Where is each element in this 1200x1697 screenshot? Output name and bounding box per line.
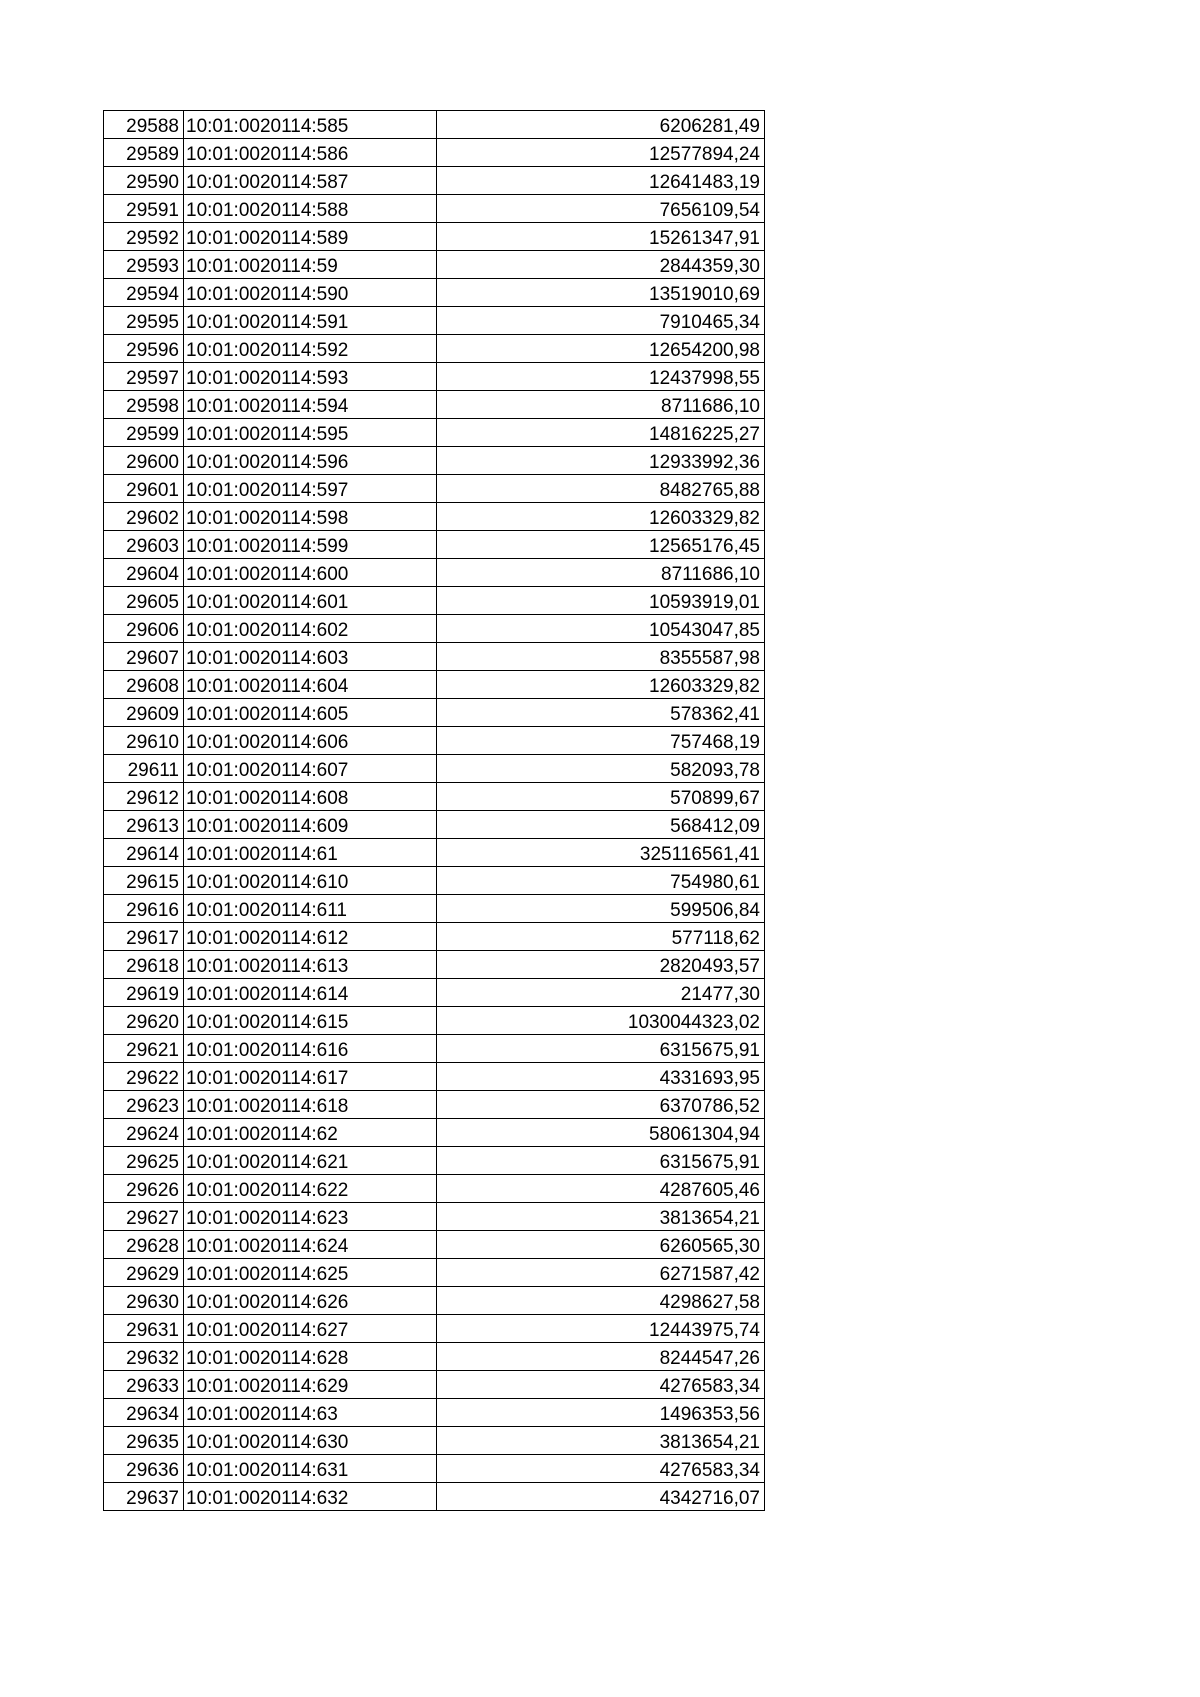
cadastral-number-cell: 10:01:0020114:625 [184, 1259, 437, 1287]
value-cell: 12654200,98 [437, 335, 765, 363]
cadastral-number-cell: 10:01:0020114:598 [184, 503, 437, 531]
table-row [104, 1315, 765, 1343]
table-row [104, 587, 765, 615]
row-number-cell: 29599 [104, 419, 184, 447]
value-cell: 4276583,34 [437, 1455, 765, 1483]
row-number-cell: 29595 [104, 307, 184, 335]
value-cell: 4331693,95 [437, 1063, 765, 1091]
value-cell: 8244547,26 [437, 1343, 765, 1371]
cadastral-number-cell: 10:01:0020114:607 [184, 755, 437, 783]
table-row [104, 111, 765, 139]
cadastral-number-cell: 10:01:0020114:589 [184, 223, 437, 251]
table-row [104, 699, 765, 727]
row-number-cell: 29637 [104, 1483, 184, 1511]
cadastral-number-cell: 10:01:0020114:624 [184, 1231, 437, 1259]
cadastral-number-cell: 10:01:0020114:617 [184, 1063, 437, 1091]
cadastral-number-cell: 10:01:0020114:629 [184, 1371, 437, 1399]
row-number-cell: 29624 [104, 1119, 184, 1147]
value-cell: 6260565,30 [437, 1231, 765, 1259]
value-cell: 8711686,10 [437, 559, 765, 587]
table-row [104, 503, 765, 531]
cadastral-value-table [103, 110, 765, 1511]
value-cell: 577118,62 [437, 923, 765, 951]
row-number-cell: 29594 [104, 279, 184, 307]
value-cell: 582093,78 [437, 755, 765, 783]
cadastral-number-cell: 10:01:0020114:611 [184, 895, 437, 923]
cadastral-number-cell: 10:01:0020114:595 [184, 419, 437, 447]
value-cell: 7656109,54 [437, 195, 765, 223]
row-number-cell: 29627 [104, 1203, 184, 1231]
table-row [104, 615, 765, 643]
row-number-cell: 29623 [104, 1091, 184, 1119]
cadastral-number-cell: 10:01:0020114:592 [184, 335, 437, 363]
table-row [104, 307, 765, 335]
value-cell: 7910465,34 [437, 307, 765, 335]
value-cell: 599506,84 [437, 895, 765, 923]
table-row [104, 923, 765, 951]
table-row [104, 1427, 765, 1455]
cadastral-number-cell: 10:01:0020114:588 [184, 195, 437, 223]
table-body [104, 111, 765, 1511]
row-number-cell: 29606 [104, 615, 184, 643]
cadastral-number-cell: 10:01:0020114:626 [184, 1287, 437, 1315]
row-number-cell: 29636 [104, 1455, 184, 1483]
value-cell: 1030044323,02 [437, 1007, 765, 1035]
table-row [104, 951, 765, 979]
table-row [104, 419, 765, 447]
value-cell: 1496353,56 [437, 1399, 765, 1427]
cadastral-number-cell: 10:01:0020114:609 [184, 811, 437, 839]
row-number-cell: 29598 [104, 391, 184, 419]
cadastral-number-cell: 10:01:0020114:631 [184, 1455, 437, 1483]
value-cell: 4276583,34 [437, 1371, 765, 1399]
value-cell: 8711686,10 [437, 391, 765, 419]
table-row [104, 643, 765, 671]
table-row [104, 755, 765, 783]
cadastral-number-cell: 10:01:0020114:630 [184, 1427, 437, 1455]
row-number-cell: 29589 [104, 139, 184, 167]
cadastral-number-cell: 10:01:0020114:594 [184, 391, 437, 419]
cadastral-number-cell: 10:01:0020114:612 [184, 923, 437, 951]
table-row [104, 391, 765, 419]
table-row [104, 195, 765, 223]
table-row [104, 895, 765, 923]
row-number-cell: 29634 [104, 1399, 184, 1427]
row-number-cell: 29592 [104, 223, 184, 251]
table-row [104, 1203, 765, 1231]
value-cell: 570899,67 [437, 783, 765, 811]
value-cell: 58061304,94 [437, 1119, 765, 1147]
row-number-cell: 29626 [104, 1175, 184, 1203]
cadastral-number-cell: 10:01:0020114:602 [184, 615, 437, 643]
value-cell: 2844359,30 [437, 251, 765, 279]
value-cell: 6370786,52 [437, 1091, 765, 1119]
table-row [104, 559, 765, 587]
table-row [104, 1371, 765, 1399]
value-cell: 12565176,45 [437, 531, 765, 559]
table-row [104, 1063, 765, 1091]
row-number-cell: 29632 [104, 1343, 184, 1371]
table-row [104, 1287, 765, 1315]
row-number-cell: 29613 [104, 811, 184, 839]
cadastral-number-cell: 10:01:0020114:632 [184, 1483, 437, 1511]
row-number-cell: 29588 [104, 111, 184, 139]
row-number-cell: 29590 [104, 167, 184, 195]
cadastral-number-cell: 10:01:0020114:614 [184, 979, 437, 1007]
row-number-cell: 29600 [104, 447, 184, 475]
row-number-cell: 29628 [104, 1231, 184, 1259]
row-number-cell: 29618 [104, 951, 184, 979]
value-cell: 4298627,58 [437, 1287, 765, 1315]
value-cell: 3813654,21 [437, 1203, 765, 1231]
cadastral-number-cell: 10:01:0020114:621 [184, 1147, 437, 1175]
cadastral-number-cell: 10:01:0020114:601 [184, 587, 437, 615]
value-cell: 15261347,91 [437, 223, 765, 251]
cadastral-number-cell: 10:01:0020114:596 [184, 447, 437, 475]
row-number-cell: 29617 [104, 923, 184, 951]
value-cell: 578362,41 [437, 699, 765, 727]
row-number-cell: 29633 [104, 1371, 184, 1399]
cadastral-number-cell: 10:01:0020114:606 [184, 727, 437, 755]
row-number-cell: 29614 [104, 839, 184, 867]
table-row [104, 1147, 765, 1175]
row-number-cell: 29631 [104, 1315, 184, 1343]
table-row [104, 335, 765, 363]
cadastral-number-cell: 10:01:0020114:618 [184, 1091, 437, 1119]
value-cell: 757468,19 [437, 727, 765, 755]
row-number-cell: 29593 [104, 251, 184, 279]
row-number-cell: 29611 [104, 755, 184, 783]
row-number-cell: 29622 [104, 1063, 184, 1091]
cadastral-number-cell: 10:01:0020114:599 [184, 531, 437, 559]
value-cell: 12641483,19 [437, 167, 765, 195]
table-row [104, 979, 765, 1007]
value-cell: 2820493,57 [437, 951, 765, 979]
row-number-cell: 29630 [104, 1287, 184, 1315]
cadastral-number-cell: 10:01:0020114:586 [184, 139, 437, 167]
value-cell: 6315675,91 [437, 1035, 765, 1063]
table-row [104, 811, 765, 839]
cadastral-number-cell: 10:01:0020114:591 [184, 307, 437, 335]
table-row [104, 223, 765, 251]
table-row [104, 1483, 765, 1511]
row-number-cell: 29612 [104, 783, 184, 811]
table-row [104, 783, 765, 811]
row-number-cell: 29605 [104, 587, 184, 615]
row-number-cell: 29604 [104, 559, 184, 587]
cadastral-number-cell: 10:01:0020114:608 [184, 783, 437, 811]
value-cell: 568412,09 [437, 811, 765, 839]
value-cell: 10543047,85 [437, 615, 765, 643]
table-row [104, 671, 765, 699]
cadastral-number-cell: 10:01:0020114:61 [184, 839, 437, 867]
cadastral-number-cell: 10:01:0020114:59 [184, 251, 437, 279]
value-cell: 6271587,42 [437, 1259, 765, 1287]
cadastral-number-cell: 10:01:0020114:590 [184, 279, 437, 307]
cadastral-number-cell: 10:01:0020114:605 [184, 699, 437, 727]
row-number-cell: 29601 [104, 475, 184, 503]
value-cell: 12577894,24 [437, 139, 765, 167]
table-row [104, 1259, 765, 1287]
table-row [104, 447, 765, 475]
row-number-cell: 29607 [104, 643, 184, 671]
cadastral-number-cell: 10:01:0020114:615 [184, 1007, 437, 1035]
table-row [104, 1175, 765, 1203]
value-cell: 8355587,98 [437, 643, 765, 671]
cadastral-number-cell: 10:01:0020114:585 [184, 111, 437, 139]
cadastral-number-cell: 10:01:0020114:627 [184, 1315, 437, 1343]
row-number-cell: 29615 [104, 867, 184, 895]
value-cell: 754980,61 [437, 867, 765, 895]
value-cell: 12443975,74 [437, 1315, 765, 1343]
cadastral-number-cell: 10:01:0020114:628 [184, 1343, 437, 1371]
table-row [104, 279, 765, 307]
value-cell: 21477,30 [437, 979, 765, 1007]
value-cell: 12437998,55 [437, 363, 765, 391]
value-cell: 12933992,36 [437, 447, 765, 475]
cadastral-number-cell: 10:01:0020114:604 [184, 671, 437, 699]
value-cell: 6315675,91 [437, 1147, 765, 1175]
row-number-cell: 29609 [104, 699, 184, 727]
value-cell: 3813654,21 [437, 1427, 765, 1455]
row-number-cell: 29635 [104, 1427, 184, 1455]
row-number-cell: 29602 [104, 503, 184, 531]
row-number-cell: 29591 [104, 195, 184, 223]
table-row [104, 1399, 765, 1427]
table-row [104, 363, 765, 391]
row-number-cell: 29597 [104, 363, 184, 391]
table-row [104, 1343, 765, 1371]
table-row [104, 1091, 765, 1119]
table-row [104, 1231, 765, 1259]
row-number-cell: 29610 [104, 727, 184, 755]
table-row [104, 139, 765, 167]
cadastral-number-cell: 10:01:0020114:616 [184, 1035, 437, 1063]
cadastral-number-cell: 10:01:0020114:593 [184, 363, 437, 391]
table-row [104, 867, 765, 895]
row-number-cell: 29621 [104, 1035, 184, 1063]
row-number-cell: 29629 [104, 1259, 184, 1287]
cadastral-number-cell: 10:01:0020114:623 [184, 1203, 437, 1231]
row-number-cell: 29625 [104, 1147, 184, 1175]
row-number-cell: 29620 [104, 1007, 184, 1035]
cadastral-number-cell: 10:01:0020114:613 [184, 951, 437, 979]
value-cell: 8482765,88 [437, 475, 765, 503]
cadastral-number-cell: 10:01:0020114:600 [184, 559, 437, 587]
row-number-cell: 29603 [104, 531, 184, 559]
value-cell: 14816225,27 [437, 419, 765, 447]
table-row [104, 839, 765, 867]
cadastral-number-cell: 10:01:0020114:610 [184, 867, 437, 895]
row-number-cell: 29619 [104, 979, 184, 1007]
cadastral-number-cell: 10:01:0020114:63 [184, 1399, 437, 1427]
table-row [104, 251, 765, 279]
row-number-cell: 29596 [104, 335, 184, 363]
value-cell: 6206281,49 [437, 111, 765, 139]
row-number-cell: 29608 [104, 671, 184, 699]
value-cell: 12603329,82 [437, 503, 765, 531]
table-row [104, 727, 765, 755]
value-cell: 4287605,46 [437, 1175, 765, 1203]
cadastral-number-cell: 10:01:0020114:603 [184, 643, 437, 671]
value-cell: 13519010,69 [437, 279, 765, 307]
cadastral-number-cell: 10:01:0020114:597 [184, 475, 437, 503]
table-row [104, 531, 765, 559]
cadastral-number-cell: 10:01:0020114:587 [184, 167, 437, 195]
table-row [104, 167, 765, 195]
value-cell: 325116561,41 [437, 839, 765, 867]
table-row [104, 1007, 765, 1035]
table-row [104, 475, 765, 503]
row-number-cell: 29616 [104, 895, 184, 923]
value-cell: 10593919,01 [437, 587, 765, 615]
table-row [104, 1119, 765, 1147]
value-cell: 12603329,82 [437, 671, 765, 699]
table-row [104, 1455, 765, 1483]
cadastral-number-cell: 10:01:0020114:622 [184, 1175, 437, 1203]
table-row [104, 1035, 765, 1063]
cadastral-number-cell: 10:01:0020114:62 [184, 1119, 437, 1147]
value-cell: 4342716,07 [437, 1483, 765, 1511]
